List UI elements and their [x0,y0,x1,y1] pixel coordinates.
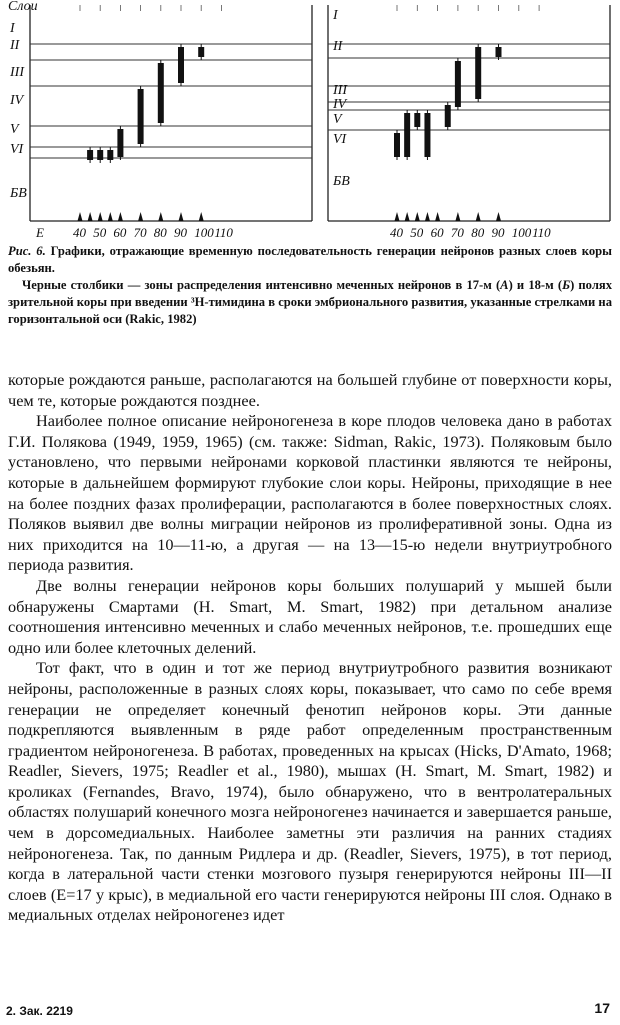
layer-label-I: I [333,8,338,23]
chart-panel-a [8,0,312,240]
injection-arrow [88,212,93,221]
injection-arrow [476,212,481,221]
injection-arrow [138,212,143,221]
x-tick-label: 100 [194,225,214,240]
bar-range [138,89,144,144]
figure-caption [8,243,612,328]
layer-label-БВ: БВ [333,174,350,189]
bar-range [414,113,420,127]
layer-label-V: V [333,112,342,127]
injection-arrow [405,212,410,221]
layer-label-БВ: БВ [10,186,27,201]
caption-title [8,243,612,277]
chart-panel-b [328,5,610,240]
x-tick-label: 70 [450,225,464,240]
paragraph-4: Тот факт, что в один и тот же период внутриутробного развития возникают нейроны, расположенные в разных слоях коры, показывает, что само по себе время генерации не определяет конечный фенотип нейронов коры. Эти данные подкрепляются выявленным в ряде работ определенным пространственным градиентом нейроногенеза. В работах, проведенных на крысах (Hicks, D'Amato, 1968; Readler, Sievers, 1975; Readler et al., 1980), мышах (H. Smart, M. Smart, 1982) и кроликах (Fernandes, Bravo, 1974), было обнаружено, что в вентролатеральных областях полушарий конечного мозга нейроногенез начинается и завершается раньше, чем в дорсомедиальных. Наиболее заметны эти различия на ранних стадиях нейроногенеза. Так, по данным Ридлера и др. (Readler, Sievers, 1975), в тот период, когда в латеральной части стенки мозгового пузыря генерируются нейроны III—II слоев (E=17 у крыс), в медиальной его части генерируются нейроны III слоя. Однако в медиальных отделах нейроногенез идет [8,658,612,925]
bar-range [198,47,204,57]
figure-graphs [0,0,620,240]
bar-range [394,133,400,157]
bar-range [87,150,93,160]
caption-fig-label: Рис. 6. [8,244,46,258]
caption-desc-b: Б [562,278,571,292]
bar-range [158,63,164,123]
x-tick-label: 60 [113,225,127,240]
footer-order-number: 2. Зак. 2219 [6,1004,73,1018]
caption-desc-a: А [500,278,509,292]
x-tick-label: 70 [133,225,147,240]
y-axis-label: Слои [8,0,38,14]
x-tick-label: 110 [214,225,233,240]
bar-range [445,105,451,127]
bar-range [178,47,184,83]
layer-label-I: I [10,21,15,36]
injection-arrow [98,212,103,221]
page-number: 17 [594,1000,610,1016]
layer-label-III: III [10,65,24,80]
bar-range [107,150,113,160]
body-text [8,370,612,926]
caption-desc-1: Черные столбики — зоны распределения интенсивно меченных нейронов в 17-м ( [22,278,501,292]
x-label-e: E [36,225,44,240]
bar-range [404,113,410,157]
layer-label-VI: VI [10,142,24,157]
paragraph-2: Наиболее полное описание нейроногенеза в коре плодов человека дано в работах Г.И. Полякова (1949, 1959, 1965) (см. также: Sidman, Rakic, 1973). Поляковым было установлено, что первыми нейронами корковой пластинки являются те нейроны, которые в дальнейшем формируют глубокие слои коры. Нейроны, приходящие в нее на более поздних фазах пролиферации, располагаются в более поверхностных слоях. Поляков выявил две волны миграции нейронов из пролиферативной зоны. Одна из них приходится на 10—11-ю, а другая — на 13—15-ю недели внутриутробного периода развития. [8,411,612,575]
x-tick-label: 90 [174,225,187,240]
injection-arrow [108,212,113,221]
injection-arrow [118,212,123,221]
injection-arrow [179,212,184,221]
x-tick-label: 40 [390,225,403,240]
caption-desc-3: ) полях зрительной коры при введении ³Н-тимидина в сроки эмбрионального развития, указанные стрелками на горизонтальной оси (Rakic, 1982) [8,278,612,326]
layer-label-IV: IV [333,97,347,112]
injection-arrow [455,212,460,221]
injection-arrow [425,212,430,221]
bar-range [475,47,481,99]
x-tick-label: 60 [430,225,444,240]
paragraph-3: Две волны генерации нейронов коры больших полушарий у мышей были обнаружены Смартами (H. Smart, M. Smart, 1982) при детальном анализе соотношения интенсивно меченных и слабо меченных нейронов, т.е. прошедших еще одно или более клеточных делений. [8,575,612,657]
x-tick-label: 50 [93,225,107,240]
x-tick-label: 100 [511,225,532,240]
figure-6 [0,0,620,240]
caption-description [8,277,612,328]
x-tick-label: 80 [471,225,485,240]
bar-range [496,47,502,57]
x-tick-label: 50 [410,225,424,240]
injection-arrow [158,212,163,221]
layer-label-IV: IV [10,93,24,108]
bar-range [117,129,123,157]
x-tick-label: 110 [532,225,551,240]
paragraph-1: которые рождаются раньше, располагаются на большей глубине от поверхности коры, чем те, которые рождаются позднее. [8,370,612,410]
layer-label-III: III [333,83,347,98]
injection-arrow [78,212,83,221]
injection-arrow [415,212,420,221]
caption-desc-2: ) и 18-м ( [508,278,563,292]
layer-label-II: II [10,38,20,53]
page-footer [0,1000,620,1020]
injection-arrow [395,212,400,221]
bar-range [424,113,430,157]
layer-label-II: II [333,39,343,54]
injection-arrow [496,212,501,221]
injection-arrow [435,212,440,221]
caption-fig-title: Графики, отражающие временную последовательность генерации нейронов разных слоев коры обезьян. [8,244,612,275]
layer-label-V: V [10,122,19,137]
x-tick-label: 90 [491,225,505,240]
x-tick-label: 40 [73,225,86,240]
bar-range [455,61,461,107]
x-tick-label: 80 [153,225,167,240]
injection-arrow [199,212,204,221]
layer-label-VI: VI [333,132,347,147]
bar-range [97,150,103,160]
